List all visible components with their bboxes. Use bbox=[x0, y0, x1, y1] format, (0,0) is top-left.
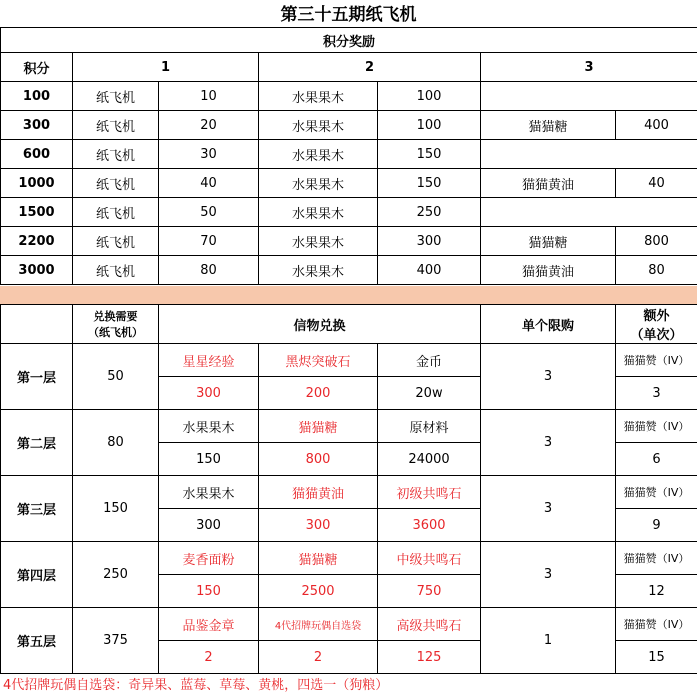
reward-1-item: 纸飞机 bbox=[73, 111, 159, 140]
exchange-item-qty: 300 bbox=[259, 509, 378, 542]
reward-1-qty: 20 bbox=[159, 111, 259, 140]
reward-2-qty: 100 bbox=[378, 111, 481, 140]
exchange-item-name: 中级共鸣石 bbox=[378, 542, 481, 575]
tier-name: 第三层 bbox=[1, 476, 73, 542]
reward-1-item: 纸飞机 bbox=[73, 227, 159, 256]
extra-item-qty: 15 bbox=[616, 641, 697, 674]
exchange-item-name: 猫猫糖 bbox=[259, 410, 378, 443]
exchange-item-qty: 20w bbox=[378, 377, 481, 410]
extra-item-name: 猫猫赞（IV） bbox=[616, 476, 697, 509]
col-header-items: 信物兑换 bbox=[159, 305, 481, 344]
exchange-item-qty: 800 bbox=[259, 443, 378, 476]
points-row bbox=[1, 140, 697, 169]
reward-3-item: 猫猫糖 bbox=[481, 227, 616, 256]
col-header-group-1: 1 bbox=[73, 53, 259, 82]
reward-3-item: 猫猫黄油 bbox=[481, 256, 616, 285]
tier-cost: 150 bbox=[73, 476, 159, 542]
extra-item-name: 猫猫赞（IV） bbox=[616, 410, 697, 443]
reward-1-item: 纸飞机 bbox=[73, 82, 159, 111]
reward-2-item: 水果果木 bbox=[259, 169, 378, 198]
reward-2-item: 水果果木 bbox=[259, 140, 378, 169]
tier-limit: 3 bbox=[481, 410, 616, 476]
points-row bbox=[1, 169, 697, 198]
extra-item-name: 猫猫赞（IV） bbox=[616, 344, 697, 377]
reward-2-qty: 100 bbox=[378, 82, 481, 111]
extra-item-qty: 12 bbox=[616, 575, 697, 608]
reward-2-item: 水果果木 bbox=[259, 256, 378, 285]
reward-2-item: 水果果木 bbox=[259, 198, 378, 227]
tier-row bbox=[1, 542, 697, 575]
points-value: 2200 bbox=[1, 227, 73, 256]
reward-2-qty: 250 bbox=[378, 198, 481, 227]
exchange-item-name: 麦香面粉 bbox=[159, 542, 259, 575]
exchange-item-qty: 150 bbox=[159, 575, 259, 608]
exchange-item-name: 水果果木 bbox=[159, 476, 259, 509]
exchange-item-name: 初级共鸣石 bbox=[378, 476, 481, 509]
tier-row bbox=[1, 476, 697, 509]
tier-limit: 1 bbox=[481, 608, 616, 674]
points-row bbox=[1, 198, 697, 227]
exchange-item-name: 猫猫糖 bbox=[259, 542, 378, 575]
col-header-limit: 单个限购 bbox=[481, 305, 616, 344]
exchange-item-qty: 24000 bbox=[378, 443, 481, 476]
points-row bbox=[1, 82, 697, 111]
exchange-item-name: 黑烬突破石 bbox=[259, 344, 378, 377]
reward-1-qty: 40 bbox=[159, 169, 259, 198]
reward-1-qty: 80 bbox=[159, 256, 259, 285]
reward-2-item: 水果果木 bbox=[259, 82, 378, 111]
extra-item-qty: 6 bbox=[616, 443, 697, 476]
reward-3-qty: 400 bbox=[616, 111, 697, 140]
reward-1-qty: 70 bbox=[159, 227, 259, 256]
points-value: 3000 bbox=[1, 256, 73, 285]
exchange-item-name: 品鉴金章 bbox=[159, 608, 259, 641]
exchange-item-name: 4代招牌玩偶自选袋 bbox=[259, 608, 378, 641]
exchange-table bbox=[0, 304, 697, 674]
extra-item-qty: 9 bbox=[616, 509, 697, 542]
col-header-points: 积分 bbox=[1, 53, 73, 82]
reward-2-item: 水果果木 bbox=[259, 111, 378, 140]
points-row bbox=[1, 227, 697, 256]
reward-3-item: 猫猫黄油 bbox=[481, 169, 616, 198]
points-reward-header: 积分奖励 bbox=[1, 28, 697, 53]
tier-name: 第一层 bbox=[1, 344, 73, 410]
tier-cost: 375 bbox=[73, 608, 159, 674]
exchange-item-name: 原材料 bbox=[378, 410, 481, 443]
col-header-cost-line2: （纸飞机） bbox=[88, 326, 143, 339]
points-value: 300 bbox=[1, 111, 73, 140]
tier-row bbox=[1, 608, 697, 641]
reward-3-qty: 80 bbox=[616, 256, 697, 285]
reward-3-qty: 800 bbox=[616, 227, 697, 256]
points-value: 100 bbox=[1, 82, 73, 111]
col-header-extra-line2: （单次） bbox=[630, 328, 683, 343]
section-divider-band bbox=[0, 286, 697, 304]
reward-1-item: 纸飞机 bbox=[73, 140, 159, 169]
points-value: 1500 bbox=[1, 198, 73, 227]
reward-1-item: 纸飞机 bbox=[73, 256, 159, 285]
exchange-item-qty: 125 bbox=[378, 641, 481, 674]
tier-name: 第四层 bbox=[1, 542, 73, 608]
exchange-item-name: 金币 bbox=[378, 344, 481, 377]
col-header-extra bbox=[616, 305, 697, 344]
reward-1-qty: 30 bbox=[159, 140, 259, 169]
tier-cost: 50 bbox=[73, 344, 159, 410]
col-header-extra-line1: 额外 bbox=[643, 309, 670, 324]
col-header-group-2: 2 bbox=[259, 53, 481, 82]
points-row bbox=[1, 111, 697, 140]
points-reward-table bbox=[0, 27, 697, 285]
exchange-item-qty: 2500 bbox=[259, 575, 378, 608]
tier-cost: 80 bbox=[73, 410, 159, 476]
extra-item-qty: 3 bbox=[616, 377, 697, 410]
exchange-item-qty: 2 bbox=[159, 641, 259, 674]
reward-1-item: 纸飞机 bbox=[73, 198, 159, 227]
exchange-item-qty: 300 bbox=[159, 377, 259, 410]
col-header-group-3: 3 bbox=[481, 53, 697, 82]
tier-limit: 3 bbox=[481, 542, 616, 608]
exchange-item-name: 猫猫黄油 bbox=[259, 476, 378, 509]
reward-3-empty bbox=[481, 140, 697, 169]
tier-name: 第五层 bbox=[1, 608, 73, 674]
reward-2-qty: 300 bbox=[378, 227, 481, 256]
reward-1-qty: 50 bbox=[159, 198, 259, 227]
tier-limit: 3 bbox=[481, 344, 616, 410]
reward-1-item: 纸飞机 bbox=[73, 169, 159, 198]
reward-2-qty: 150 bbox=[378, 169, 481, 198]
reward-2-item: 水果果木 bbox=[259, 227, 378, 256]
exchange-item-name: 星星经验 bbox=[159, 344, 259, 377]
tier-cost: 250 bbox=[73, 542, 159, 608]
reward-1-qty: 10 bbox=[159, 82, 259, 111]
exchange-item-name: 水果果木 bbox=[159, 410, 259, 443]
exchange-item-qty: 750 bbox=[378, 575, 481, 608]
exchange-header-blank bbox=[1, 305, 73, 344]
extra-item-name: 猫猫赞（IV） bbox=[616, 608, 697, 641]
exchange-item-name: 高级共鸣石 bbox=[378, 608, 481, 641]
tier-row bbox=[1, 344, 697, 377]
reward-3-empty bbox=[481, 198, 697, 227]
page-title: 第三十五期纸飞机 bbox=[280, 5, 417, 25]
reward-2-qty: 400 bbox=[378, 256, 481, 285]
points-value: 1000 bbox=[1, 169, 73, 198]
reward-3-item: 猫猫糖 bbox=[481, 111, 616, 140]
footer-note: 4代招牌玩偶自选袋：奇异果、蓝莓、草莓、黄桃，四选一（狗粮） bbox=[3, 678, 389, 693]
exchange-item-qty: 200 bbox=[259, 377, 378, 410]
tier-name: 第二层 bbox=[1, 410, 73, 476]
tier-limit: 3 bbox=[481, 476, 616, 542]
exchange-item-qty: 3600 bbox=[378, 509, 481, 542]
points-value: 600 bbox=[1, 140, 73, 169]
col-header-cost bbox=[73, 305, 159, 344]
reward-3-qty: 40 bbox=[616, 169, 697, 198]
extra-item-name: 猫猫赞（IV） bbox=[616, 542, 697, 575]
col-header-cost-line1: 兑换需要 bbox=[93, 310, 138, 323]
reward-2-qty: 150 bbox=[378, 140, 481, 169]
exchange-item-qty: 2 bbox=[259, 641, 378, 674]
exchange-item-qty: 300 bbox=[159, 509, 259, 542]
tier-row bbox=[1, 410, 697, 443]
points-row bbox=[1, 256, 697, 285]
exchange-item-qty: 150 bbox=[159, 443, 259, 476]
reward-3-empty bbox=[481, 82, 697, 111]
